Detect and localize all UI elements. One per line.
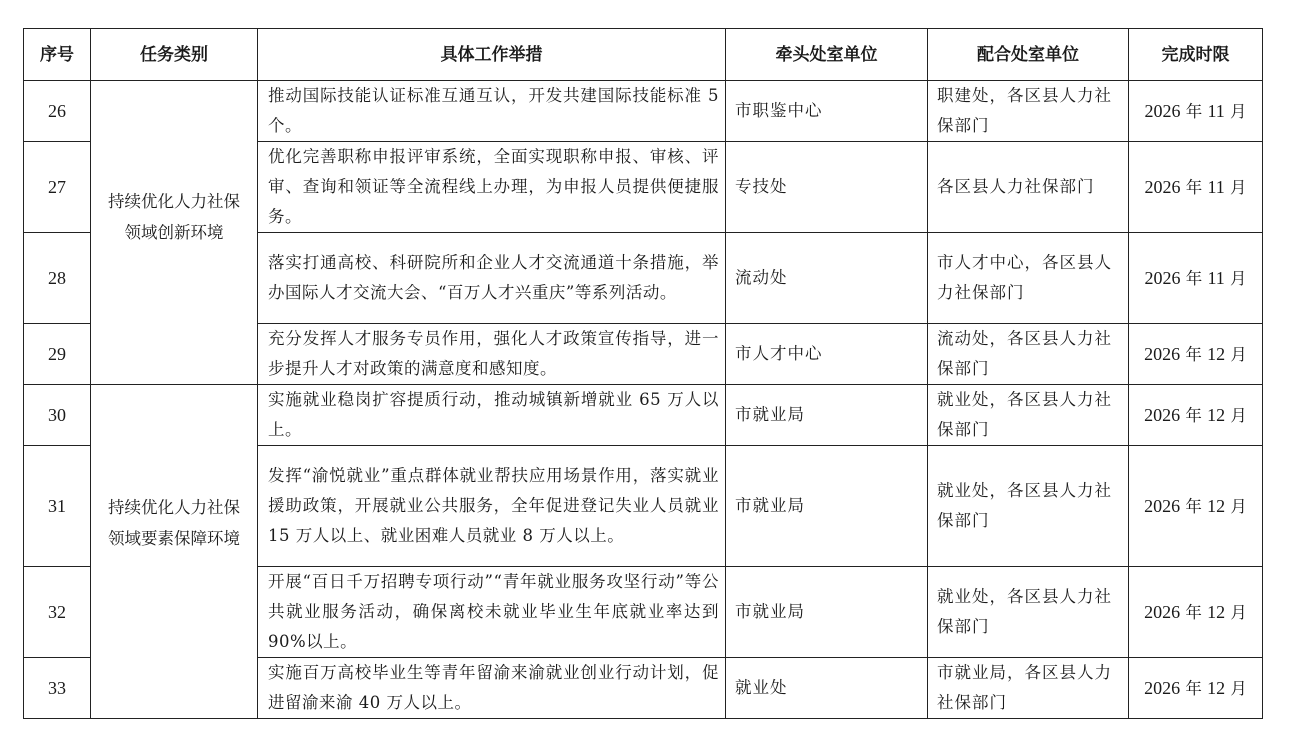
category-cell: 持续优化人力社保领域要素保障环境 bbox=[91, 385, 258, 719]
row-measure: 推动国际技能认证标准互通互认，开发共建国际技能标准 5 个。 bbox=[258, 81, 726, 142]
row-deadline: 2026 年 11 月 bbox=[1129, 233, 1263, 324]
row-deadline: 2026 年 12 月 bbox=[1129, 567, 1263, 658]
row-deadline: 2026 年 12 月 bbox=[1129, 658, 1263, 719]
table-header-row bbox=[24, 29, 1263, 81]
row-coop: 就业处，各区县人力社保部门 bbox=[928, 385, 1129, 446]
table-row bbox=[24, 81, 1263, 142]
row-coop: 市就业局，各区县人力社保部门 bbox=[928, 658, 1129, 719]
row-lead: 就业处 bbox=[726, 658, 928, 719]
row-seq: 30 bbox=[24, 385, 91, 446]
row-measure: 优化完善职称申报评审系统，全面实现职称申报、审核、评审、查询和领证等全流程线上办理，为申报人员提供便捷服务。 bbox=[258, 142, 726, 233]
row-coop: 市人才中心，各区县人力社保部门 bbox=[928, 233, 1129, 324]
header-seq: 序号 bbox=[24, 29, 91, 81]
row-coop: 流动处，各区县人力社保部门 bbox=[928, 324, 1129, 385]
row-lead: 市人才中心 bbox=[726, 324, 928, 385]
row-deadline: 2026 年 11 月 bbox=[1129, 81, 1263, 142]
row-deadline: 2026 年 12 月 bbox=[1129, 385, 1263, 446]
row-lead: 市就业局 bbox=[726, 567, 928, 658]
row-measure: 发挥“渝悦就业”重点群体就业帮扶应用场景作用，落实就业援助政策，开展就业公共服务，全年促进登记失业人员就业 15 万人以上、就业困难人员就业 8 万人以上。 bbox=[258, 446, 726, 567]
row-lead: 市职鉴中心 bbox=[726, 81, 928, 142]
row-coop: 各区县人力社保部门 bbox=[928, 142, 1129, 233]
row-lead: 市就业局 bbox=[726, 385, 928, 446]
row-measure: 实施就业稳岗扩容提质行动，推动城镇新增就业 65 万人以上。 bbox=[258, 385, 726, 446]
row-seq: 32 bbox=[24, 567, 91, 658]
row-seq: 33 bbox=[24, 658, 91, 719]
table-row bbox=[24, 385, 1263, 446]
row-lead: 市就业局 bbox=[726, 446, 928, 567]
row-coop: 就业处，各区县人力社保部门 bbox=[928, 446, 1129, 567]
header-coop: 配合处室单位 bbox=[928, 29, 1129, 81]
row-measure: 开展“百日千万招聘专项行动”“青年就业服务攻坚行动”等公共就业服务活动，确保离校未就业毕业生年底就业率达到 90%以上。 bbox=[258, 567, 726, 658]
row-coop: 职建处，各区县人力社保部门 bbox=[928, 81, 1129, 142]
row-measure: 实施百万高校毕业生等青年留渝来渝就业创业行动计划，促进留渝来渝 40 万人以上。 bbox=[258, 658, 726, 719]
task-table bbox=[23, 28, 1263, 719]
row-measure: 充分发挥人才服务专员作用，强化人才政策宣传指导，进一步提升人才对政策的满意度和感知度。 bbox=[258, 324, 726, 385]
row-deadline: 2026 年 12 月 bbox=[1129, 446, 1263, 567]
row-seq: 28 bbox=[24, 233, 91, 324]
row-deadline: 2026 年 11 月 bbox=[1129, 142, 1263, 233]
row-deadline: 2026 年 12 月 bbox=[1129, 324, 1263, 385]
row-coop: 就业处，各区县人力社保部门 bbox=[928, 567, 1129, 658]
row-seq: 26 bbox=[24, 81, 91, 142]
row-seq: 29 bbox=[24, 324, 91, 385]
row-measure: 落实打通高校、科研院所和企业人才交流通道十条措施，举办国际人才交流大会、“百万人才兴重庆”等系列活动。 bbox=[258, 233, 726, 324]
row-lead: 流动处 bbox=[726, 233, 928, 324]
row-seq: 27 bbox=[24, 142, 91, 233]
row-seq: 31 bbox=[24, 446, 91, 567]
header-measure: 具体工作举措 bbox=[258, 29, 726, 81]
header-category: 任务类别 bbox=[91, 29, 258, 81]
category-cell: 持续优化人力社保领域创新环境 bbox=[91, 81, 258, 385]
row-lead: 专技处 bbox=[726, 142, 928, 233]
header-deadline: 完成时限 bbox=[1129, 29, 1263, 81]
header-lead: 牵头处室单位 bbox=[726, 29, 928, 81]
